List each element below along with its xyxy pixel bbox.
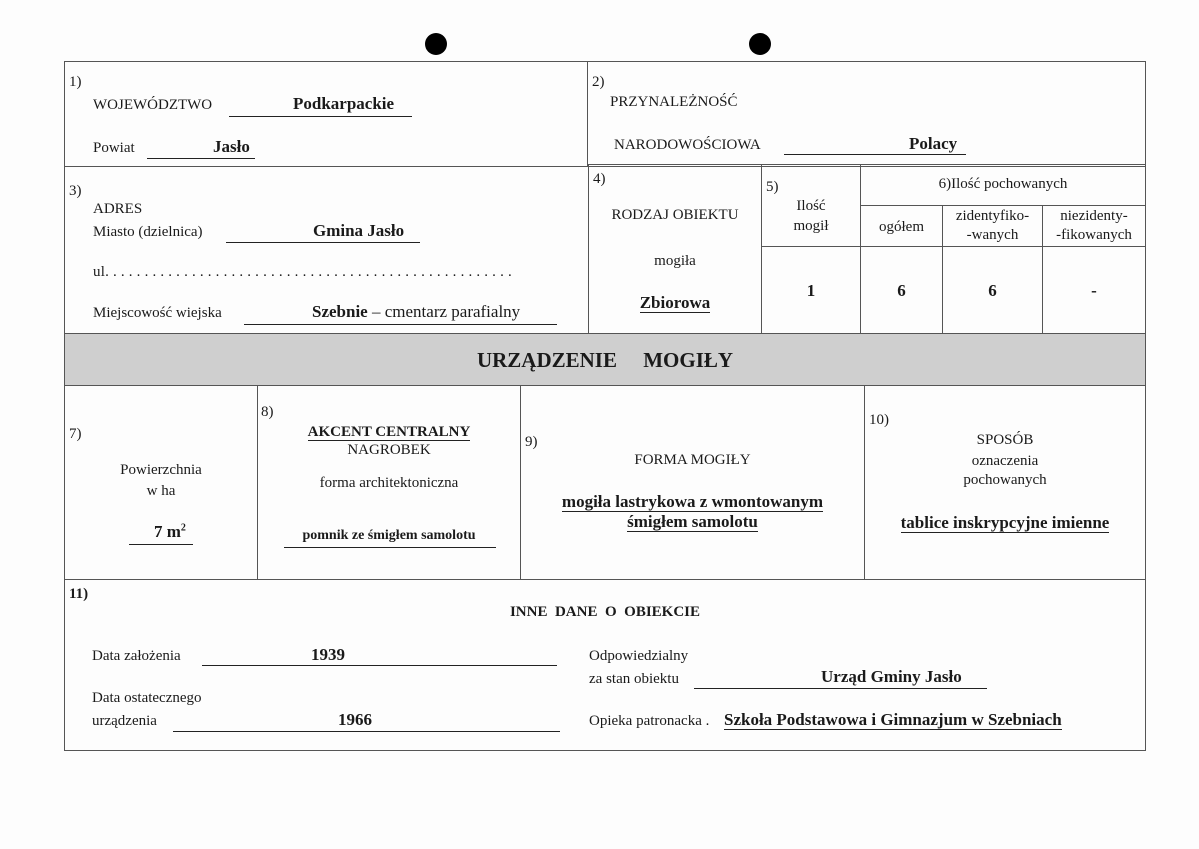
nationality-label-1: PRZYNALEŻNOŚĆ (610, 94, 738, 110)
section-1-number: 1) (69, 74, 82, 90)
section-1-voivodeship (64, 61, 588, 167)
buried-unidentified-header (1042, 205, 1146, 247)
grave-form-value-1-text: mogiła lastrykowa z wmontowanym (561, 492, 824, 511)
architectural-form-label: forma architektoniczna (319, 475, 459, 491)
buried-identified-header (942, 205, 1043, 247)
responsible-value: Urząd Gminy Jasło (821, 667, 962, 686)
marking-value-text: tablice inskrypcyjne imienne (900, 513, 1110, 532)
section-5-number: 5) (766, 179, 779, 195)
section-6-buried-header (860, 164, 1146, 206)
founding-date-label: Data założenia (92, 648, 181, 664)
buried-unidentified-label-2: -fikowanych (1056, 227, 1132, 243)
section-7-number: 7) (69, 426, 82, 442)
section-10-marking-method (864, 385, 1146, 580)
village-value-name: Szebnie (312, 302, 368, 321)
buried-total-header (860, 205, 943, 247)
central-accent-label (258, 424, 520, 441)
section-3-number: 3) (69, 183, 82, 199)
section-11-other-data (64, 579, 1146, 751)
section-10-number: 10) (869, 412, 889, 428)
object-type-value-text: Zbiorowa (639, 293, 711, 312)
object-type-sub: mogiła (654, 253, 696, 269)
buried-total-value-cell (860, 246, 943, 334)
grave-form-label: FORMA MOGIŁY (634, 452, 751, 468)
final-arrangement-underline (173, 731, 560, 732)
section-5-grave-count-value (761, 246, 861, 334)
grave-form-value-2-text: śmigłem samolotu (627, 512, 758, 531)
patronage-label: Opieka patronacka . (589, 713, 710, 729)
nationality-underline (784, 154, 966, 155)
section-2-nationality (587, 61, 1146, 167)
village-label: Miejscowość wiejska (93, 305, 222, 321)
buried-unidentified-label-1: niezidenty- (1060, 208, 1128, 224)
buried-title: 6)Ilość pochowanych (938, 176, 1068, 192)
punch-hole-left (425, 33, 447, 55)
area-underline (129, 544, 193, 545)
city-value: Gmina Jasło (313, 221, 405, 240)
buried-unidentified-value: - (1091, 281, 1097, 300)
village-value (312, 302, 520, 322)
city-label: Miasto (dzielnica) (93, 224, 203, 240)
grave-count-label-2: mogił (793, 218, 829, 234)
buried-identified-value: 6 (988, 281, 997, 300)
marking-label-2: oznaczenia (971, 453, 1039, 469)
marking-label-3: pochowanych (963, 472, 1047, 488)
patronage-value (724, 710, 1062, 730)
other-data-title: INNE DANE O OBIEKCIE (509, 604, 701, 620)
architectural-form-underline (284, 547, 496, 548)
voivodeship-label: WOJEWÓDZTWO (93, 97, 213, 113)
section-2-number: 2) (592, 74, 605, 90)
area-value-text: 7 m (154, 522, 181, 541)
section-4-object-type (588, 164, 762, 334)
buried-identified-label-1: zidentyfiko- (955, 208, 1030, 224)
tombstone-label: NAGROBEK (347, 442, 431, 458)
section-9-number: 9) (525, 434, 538, 450)
street-label: ul. . . . . . . . . . . . . . . . . . . . . . . . . . . . . . . . . . . . . . . . . . . . . . . . . . . . (93, 264, 512, 280)
buried-identified-value-cell (942, 246, 1043, 334)
grave-form-value-1 (521, 492, 864, 512)
section-8-central-accent (257, 385, 521, 580)
area-value-unit-exponent: 2 (180, 522, 186, 534)
founding-date-underline (202, 665, 557, 666)
object-type-value (589, 293, 761, 313)
final-arrangement-label-2: urządzenia (92, 713, 157, 729)
grave-form-value-2 (521, 512, 864, 532)
patronage-value-text: Szkoła Podstawowa i Gimnazjum w Szebniach (724, 710, 1062, 729)
section-4-number: 4) (593, 171, 606, 187)
section-8-number: 8) (261, 404, 274, 420)
final-arrangement-label-1: Data ostatecznego (92, 690, 202, 706)
buried-total-value: 6 (897, 281, 906, 300)
punch-hole-right (749, 33, 771, 55)
final-arrangement-value: 1966 (338, 710, 372, 729)
responsible-label-1: Odpowiedzialny (589, 648, 689, 664)
grave-count-value: 1 (806, 281, 816, 300)
section-3-address (64, 166, 589, 334)
county-underline (147, 158, 255, 159)
responsible-underline (694, 688, 987, 689)
architectural-form-value: pomnik ze śmigłem samolotu (302, 528, 476, 543)
nationality-label-2: NARODOWOŚCIOWA (614, 137, 761, 153)
area-value (154, 522, 186, 542)
grave-arrangement-band (64, 333, 1146, 386)
voivodeship-underline (229, 116, 412, 117)
voivodeship-value: Podkarpackie (293, 94, 395, 113)
section-7-area (64, 385, 258, 580)
responsible-label-2: za stan obiektu (589, 671, 679, 687)
founding-date-value: 1939 (311, 645, 345, 664)
grave-record-form (64, 61, 1146, 751)
village-value-rest: – cmentarz parafialny (367, 302, 521, 321)
county-label: Powiat (93, 140, 135, 156)
section-5-grave-count-header (761, 164, 861, 247)
marking-label-1: SPOSÓB (976, 432, 1034, 448)
object-type-label: RODZAJ OBIEKTU (611, 207, 739, 223)
area-label-2: w ha (146, 483, 176, 499)
section-11-number: 11) (69, 586, 89, 602)
grave-count-label-1: Ilość (796, 198, 826, 214)
area-label-1: Powierzchnia (120, 462, 202, 478)
county-value: Jasło (213, 137, 250, 156)
section-9-grave-form (520, 385, 865, 580)
buried-identified-label-2: -wanych (966, 227, 1019, 243)
city-underline (226, 242, 420, 243)
village-underline (244, 324, 557, 325)
marking-value (865, 513, 1145, 533)
address-label: ADRES (93, 201, 143, 217)
nationality-value: Polacy (909, 134, 958, 153)
buried-total-label: ogółem (879, 219, 924, 235)
central-accent-label-text: AKCENT CENTRALNY (307, 424, 471, 440)
grave-arrangement-title: URZĄDZENIE MOGIŁY (476, 348, 734, 372)
buried-unidentified-value-cell (1042, 246, 1146, 334)
